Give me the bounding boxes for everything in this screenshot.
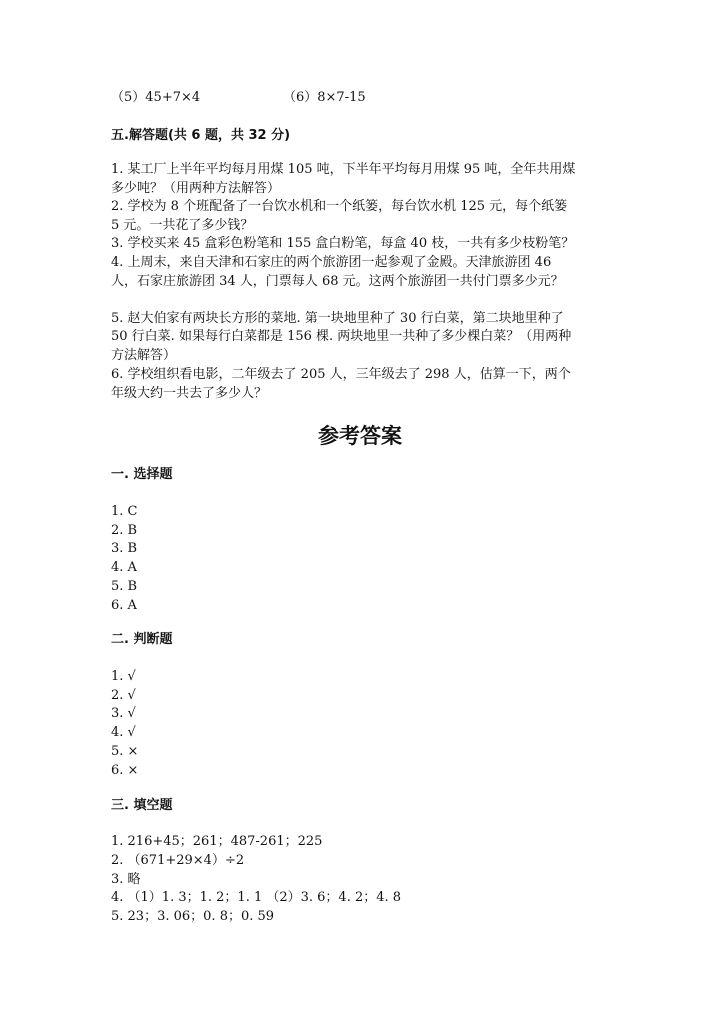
expr-6: （6）8×7-15 (283, 90, 366, 105)
choice-answer-6: 6. A (111, 598, 137, 613)
choice-answer-1: 1. C (111, 504, 138, 519)
question-4-line-2: 人，石家庄旅游团 34 人，门票每人 68 元。这两个旅游团一共付门票多少元？ (111, 274, 564, 289)
expr-5: （5）45+7×4 (111, 90, 201, 105)
judgement-answer-6: 6. × (111, 763, 139, 778)
fill-answer-3: 3. 略 (111, 872, 141, 887)
question-1-line-2: 多少吨？（用两种方法解答） (111, 181, 281, 196)
judgement-answer-5: 5. × (111, 744, 139, 759)
choice-answer-5: 5. B (111, 579, 138, 594)
question-6-line-2: 年级大约一共去了多少人？ (111, 386, 268, 401)
question-5-line-3: 方法解答） (111, 348, 177, 363)
question-4-line-1: 4. 上周末，来自天津和石家庄的两个旅游团一起参观了金殿。天津旅游团 46 (111, 255, 552, 270)
fill-answer-5: 5. 23；3. 06；0. 8；0. 59 (111, 909, 275, 924)
section-heading-answer-questions: 五.解答题(共 6 题，共 32 分) (111, 128, 291, 143)
fill-answer-1: 1. 216+45；261；487-261；225 (111, 834, 323, 849)
fill-answer-4: 4. （1）1. 3；1. 2；1. 1 （2）3. 6；4. 2；4. 8 (111, 890, 402, 905)
answers-fill-blank-heading: 三. 填空题 (111, 798, 173, 813)
judgement-answer-2: 2. √ (111, 688, 136, 703)
judgement-answer-1: 1. √ (111, 669, 136, 684)
judgement-answer-4: 4. √ (111, 725, 136, 740)
question-6-line-1: 6. 学校组织看电影，二年级去了 205 人，三年级去了 298 人，估算一下，两个 (111, 367, 571, 382)
question-3-line-1: 3. 学校买来 45 盒彩色粉笔和 155 盒白粉笔，每盒 40 枝，一共有多少枝粉笔？ (111, 236, 575, 251)
judgement-answer-3: 3. √ (111, 706, 136, 721)
question-5-line-1: 5. 赵大伯家有两块长方形的菜地. 第一块地里种了 30 行白菜，第二块地里种了 (111, 311, 564, 326)
answers-title: 参考答案 (318, 424, 402, 448)
choice-answer-4: 4. A (111, 560, 137, 575)
answers-judgement-heading: 二. 判断题 (111, 632, 173, 647)
question-5-line-2: 50 行白菜. 如果每行白菜都是 156 棵. 两块地里一共种了多少棵白菜？（用两种 (111, 329, 572, 344)
fill-answer-2: 2. （671+29×4）÷2 (111, 853, 245, 868)
question-2-line-2: 5 元。一共花了多少钱？ (111, 218, 254, 233)
choice-answer-3: 3. B (111, 541, 138, 556)
answers-choice-heading: 一. 选择题 (111, 467, 173, 482)
question-2-line-1: 2. 学校为 8 个班配备了一台饮水机和一个纸篓，每台饮水机 125 元，每个纸篓 (111, 199, 568, 214)
question-1-line-1: 1. 某工厂上半年平均每月用煤 105 吨，下半年平均每月用煤 95 吨，全年共用煤 (111, 162, 576, 177)
choice-answer-2: 2. B (111, 523, 138, 538)
